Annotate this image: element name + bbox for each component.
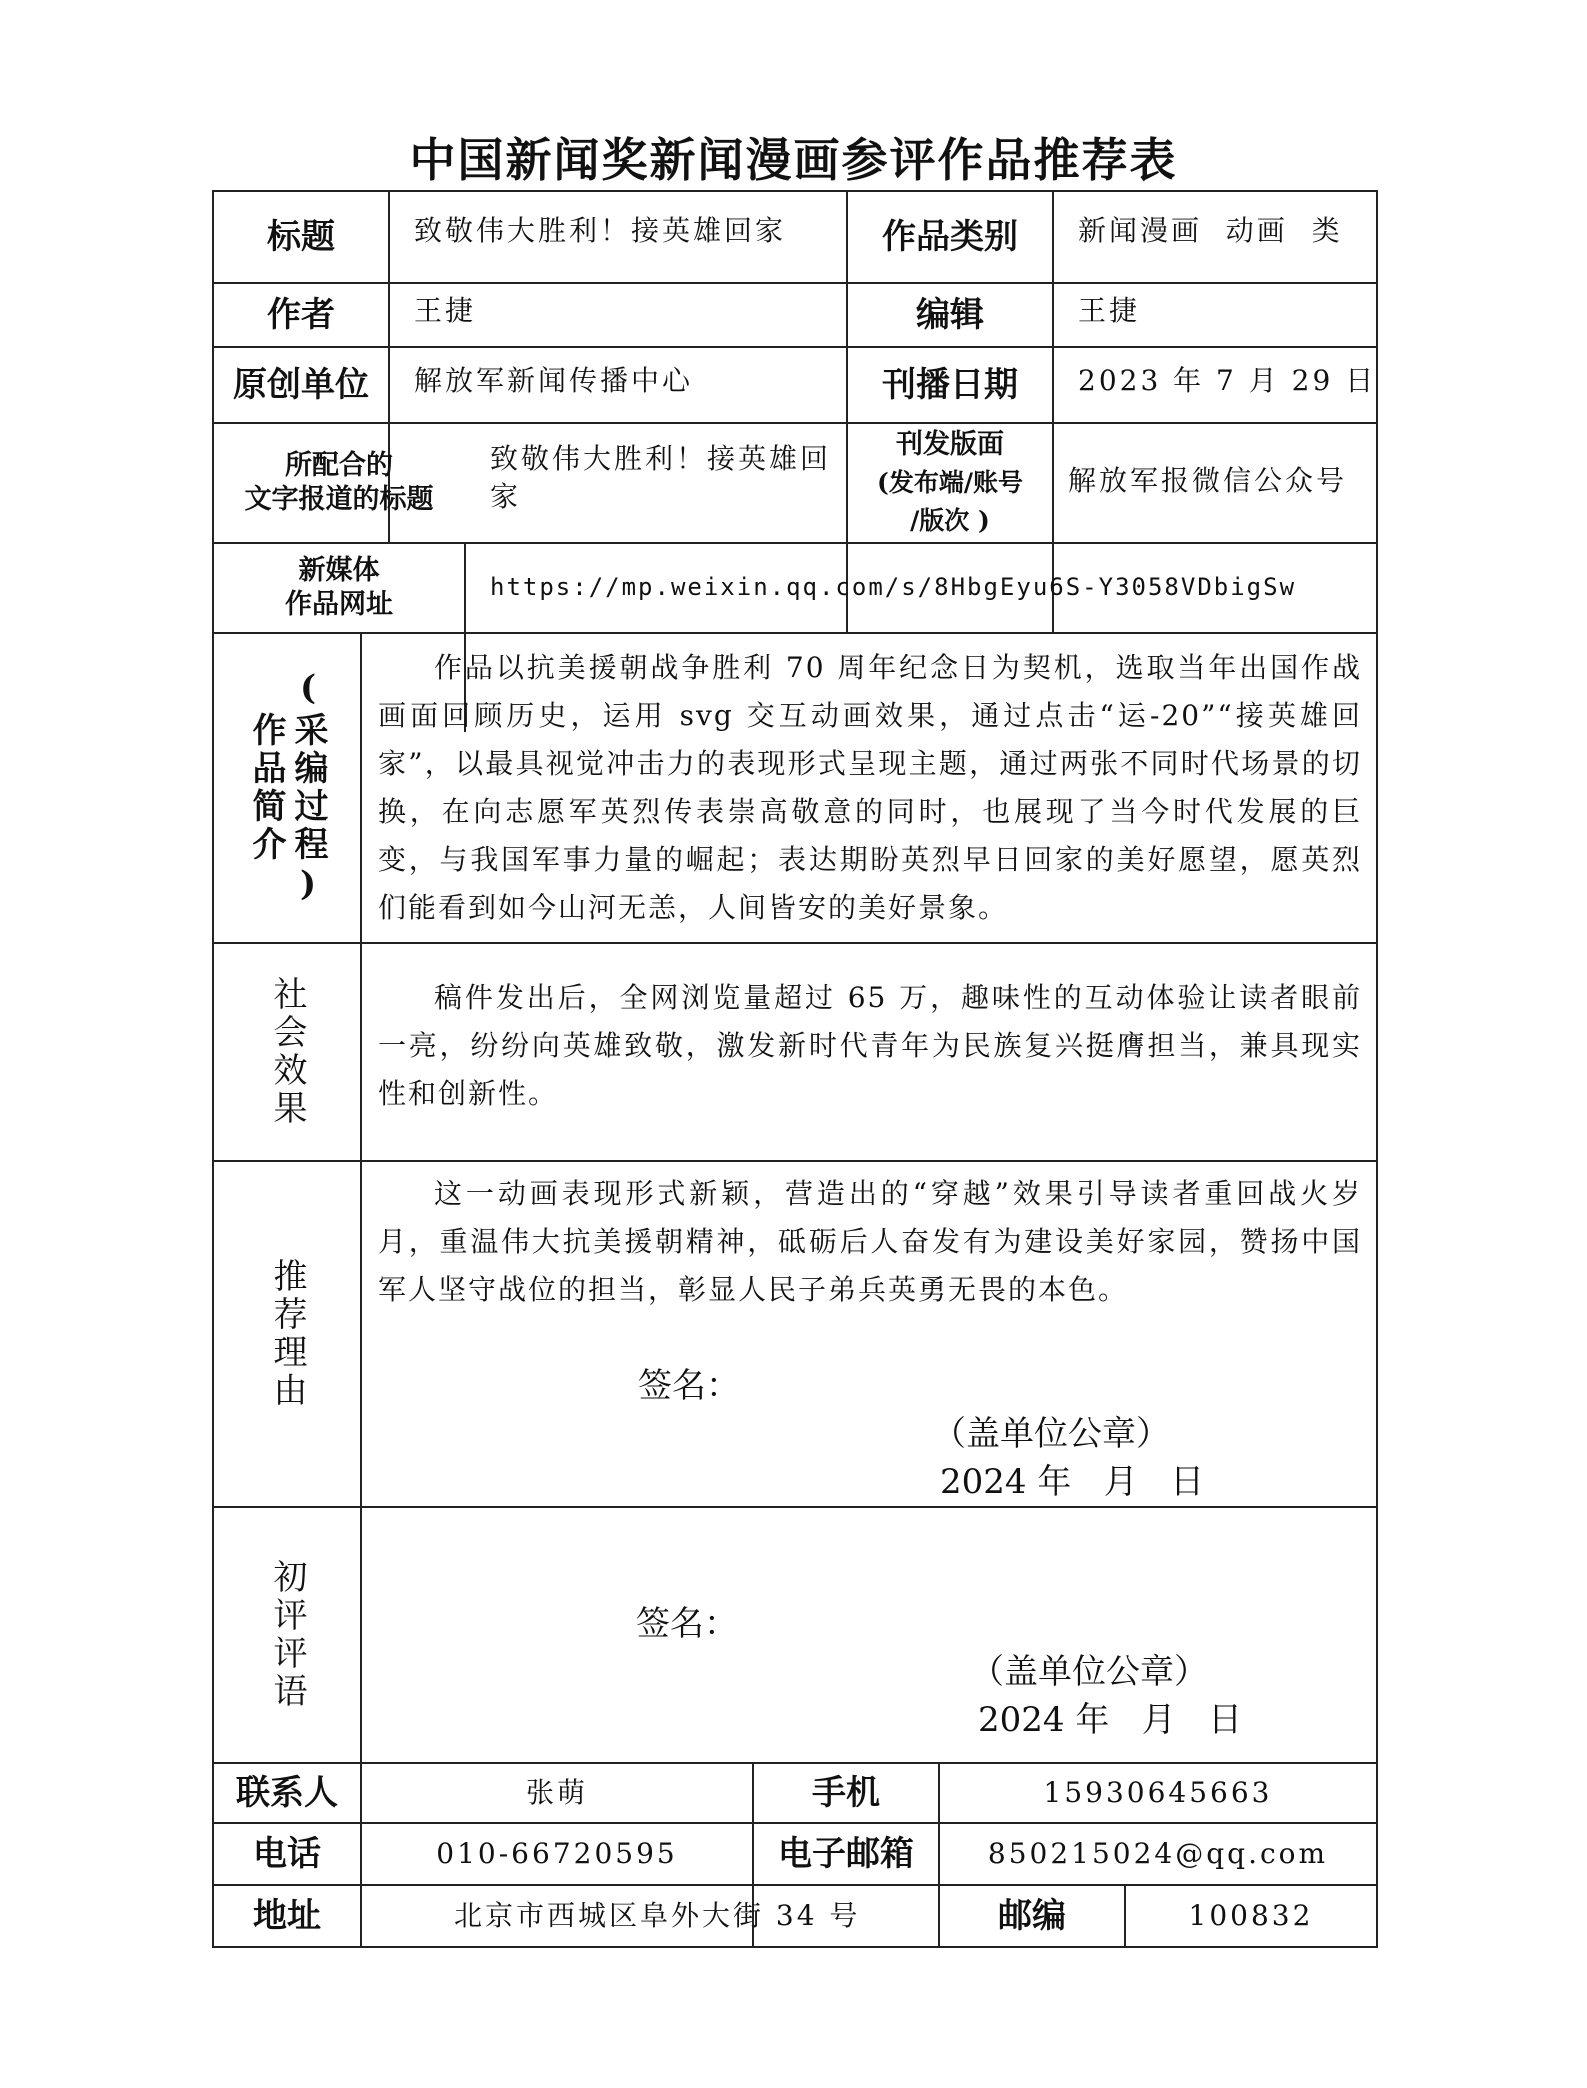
- reason-text: 这一动画表现形式新颖，营造出的“穿越”效果引导读者重回战火岁月，重温伟大抗美援朝精神，砥砺后人奋发有为建设美好家园，赞扬中国军人坚守战位的担当，彰显人民子弟兵英勇无畏的本色。: [378, 1177, 1362, 1306]
- url-label-line-2: 作品网址: [285, 589, 393, 620]
- intro-label-sub: (采编过程): [288, 668, 328, 908]
- intro-text: 作品以抗美援朝战争胜利 70 周年纪念日为契机，选取当年出国作战画面回顾历史，运用 svg 交互动画效果，通过点击“运-20”“接英雄回家”，以最具视觉冲击力的表现形式呈现主题，通过两张不同时代场景的切换，在向志愿军英烈传表崇高敬意的同时，也展现了当今时代发展的巨变，与我国军事力量的崛起；表达期盼英烈早日回家的美好愿望，愿英烈们能看到如今山河无恙，人间皆安的美好景象。: [378, 651, 1362, 924]
- category-label: 作品类别: [882, 217, 1018, 257]
- unit-value: 解放军新闻传播中心: [414, 364, 694, 397]
- page-label-line-3: /版次 ): [910, 506, 990, 535]
- related-value: [466, 424, 846, 542]
- related-label-line-2: 文字报道的标题: [244, 484, 434, 515]
- mobile-label: 手机: [812, 1773, 880, 1813]
- form-table: [212, 190, 1378, 1948]
- review-date: 2024 年 月 日: [978, 1700, 1243, 1740]
- page-value: 解放军报微信公众号: [1068, 464, 1348, 497]
- title-label: 标题: [267, 217, 335, 257]
- related-value-line-2: 家: [490, 480, 522, 513]
- page-label: [848, 424, 1052, 542]
- email-value: 850215024@qq.com: [987, 1837, 1329, 1870]
- contact-person-value: 张萌: [525, 1776, 588, 1809]
- author-label: 作者: [267, 295, 335, 335]
- email-label: 电子邮箱: [778, 1834, 914, 1874]
- page-label-line-1: 刊发版面: [896, 429, 1004, 460]
- review-label-text: 初评评语: [267, 1559, 307, 1711]
- editor-value: 王捷: [1078, 294, 1141, 327]
- page-title: 中国新闻奖新闻漫画参评作品推荐表: [409, 133, 1178, 187]
- zip-value: 100832: [1188, 1899, 1314, 1932]
- zip-label: 邮编: [998, 1896, 1066, 1936]
- effect-label-text: 社会效果: [267, 976, 307, 1128]
- reason-signature-label: 签名：: [638, 1366, 740, 1406]
- address-value: 北京市西城区阜外大街 34 号: [454, 1899, 861, 1932]
- reason-stamp-note: （盖单位公章）: [932, 1414, 1170, 1454]
- row-divider: [214, 1506, 1376, 1508]
- page-label-line-2: (发布端/账号: [877, 468, 1023, 497]
- editor-label: 编辑: [916, 295, 984, 335]
- reason-label-text: 推荐理由: [267, 1258, 307, 1410]
- contact-person-label: 联系人: [236, 1773, 338, 1813]
- work-url-link[interactable]: https://mp.weixin.qq.com/s/8HbgEyu6S-Y3058VDbigSw: [490, 573, 1297, 601]
- url-label-line-1: 新媒体: [298, 555, 380, 586]
- phone-label: 电话: [253, 1834, 321, 1874]
- category-value: 新闻漫画 动画 类: [1078, 214, 1343, 247]
- date-value: 2023 年 7 月 29 日: [1078, 364, 1377, 397]
- review-signature-label: 签名：: [636, 1604, 738, 1644]
- reason-label: [214, 1162, 360, 1506]
- unit-label: 原创单位: [233, 365, 369, 405]
- review-stamp-note: （盖单位公章）: [970, 1652, 1208, 1692]
- intro-label: [214, 634, 360, 942]
- effect-text: 稿件发出后，全网浏览量超过 65 万，趣味性的互动体验让读者眼前一亮，纷纷向英雄致敬，激发新时代青年为民族复兴挺膺担当，兼具现实性和创新性。: [378, 981, 1362, 1110]
- related-label: [214, 424, 464, 542]
- date-label: 刊播日期: [882, 365, 1018, 405]
- related-label-line-1: 所配合的: [285, 450, 393, 481]
- related-value-line-1: 致敬伟大胜利！接英雄回: [490, 442, 832, 475]
- review-label: [214, 1508, 360, 1762]
- author-value: 王捷: [414, 294, 477, 327]
- title-value: 致敬伟大胜利！接英雄回家: [414, 214, 787, 247]
- effect-label: [214, 944, 360, 1160]
- phone-value: 010-66720595: [436, 1837, 678, 1870]
- address-label: 地址: [253, 1896, 321, 1936]
- intro-label-main: 作品简介: [246, 712, 286, 864]
- url-label: [214, 544, 464, 632]
- reason-date: 2024 年 月 日: [940, 1462, 1205, 1502]
- mobile-value: 15930645663: [1043, 1776, 1273, 1809]
